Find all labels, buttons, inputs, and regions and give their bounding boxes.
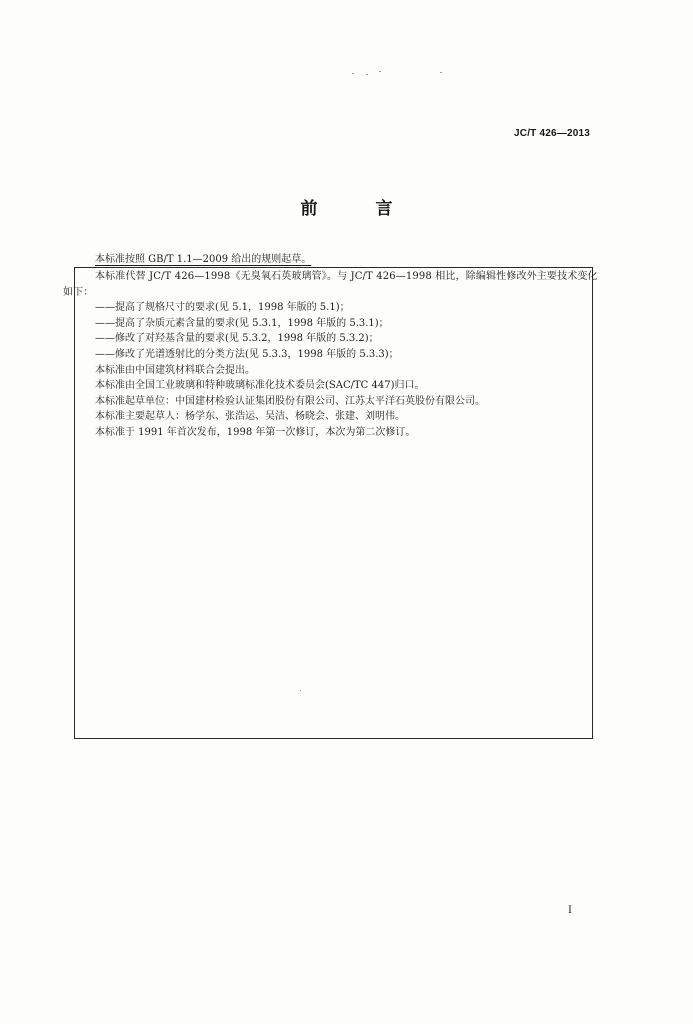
drafting-units-paragraph: 本标准起草单位：中国建材检验认证集团股份有限公司、江苏太平洋石英股份有限公司。 (95, 395, 485, 407)
drafters-paragraph: 本标准主要起草人：杨学东、张浩运、吴洁、杨晓会、张建、刘明伟。 (95, 411, 405, 423)
scan-speck (379, 71, 381, 72)
history-paragraph: 本标准于 1991 年首次发布，1998 年第一次修订，本次为第二次修订。 (95, 426, 416, 438)
scan-speck (366, 74, 368, 75)
change-item: ——提高了规格尺寸的要求(见 5.1，1998 年版的 5.1)； (95, 302, 350, 314)
change-item: ——修改了对羟基含量的要求(见 5.3.2，1998 年版的 5.3.2)； (95, 333, 379, 345)
change-item: ——提高了杂质元素含量的要求(见 5.3.1，1998 年版的 5.3.1)； (95, 317, 389, 329)
standard-number: JC/T 426—2013 (514, 128, 590, 139)
proposer-paragraph: 本标准由中国建筑材料联合会提出。 (95, 364, 255, 376)
scan-speck (352, 73, 354, 74)
page-title: 前 言 (300, 199, 419, 219)
committee-paragraph: 本标准由全国工业玻璃和特种玻璃标准化技术委员会(SAC/TC 447)归口。 (95, 380, 425, 392)
scan-speck (440, 72, 442, 73)
replacement-paragraph: 本标准代替 JC/T 426—1998《无臭氧石英玻璃管》。与 JC/T 426—1998 相比，除编辑性修改外主要技术变化如下： (63, 271, 598, 298)
change-item: ——修改了光谱透射比的分类方法(见 5.3.3，1998 年版的 5.3.3)； (95, 348, 399, 360)
page-number: I (568, 905, 572, 916)
foreword-body (63, 269, 599, 441)
drafting-rule-line: 本标准按照 GB/T 1.1—2009 给出的规则起草。 (95, 254, 312, 265)
